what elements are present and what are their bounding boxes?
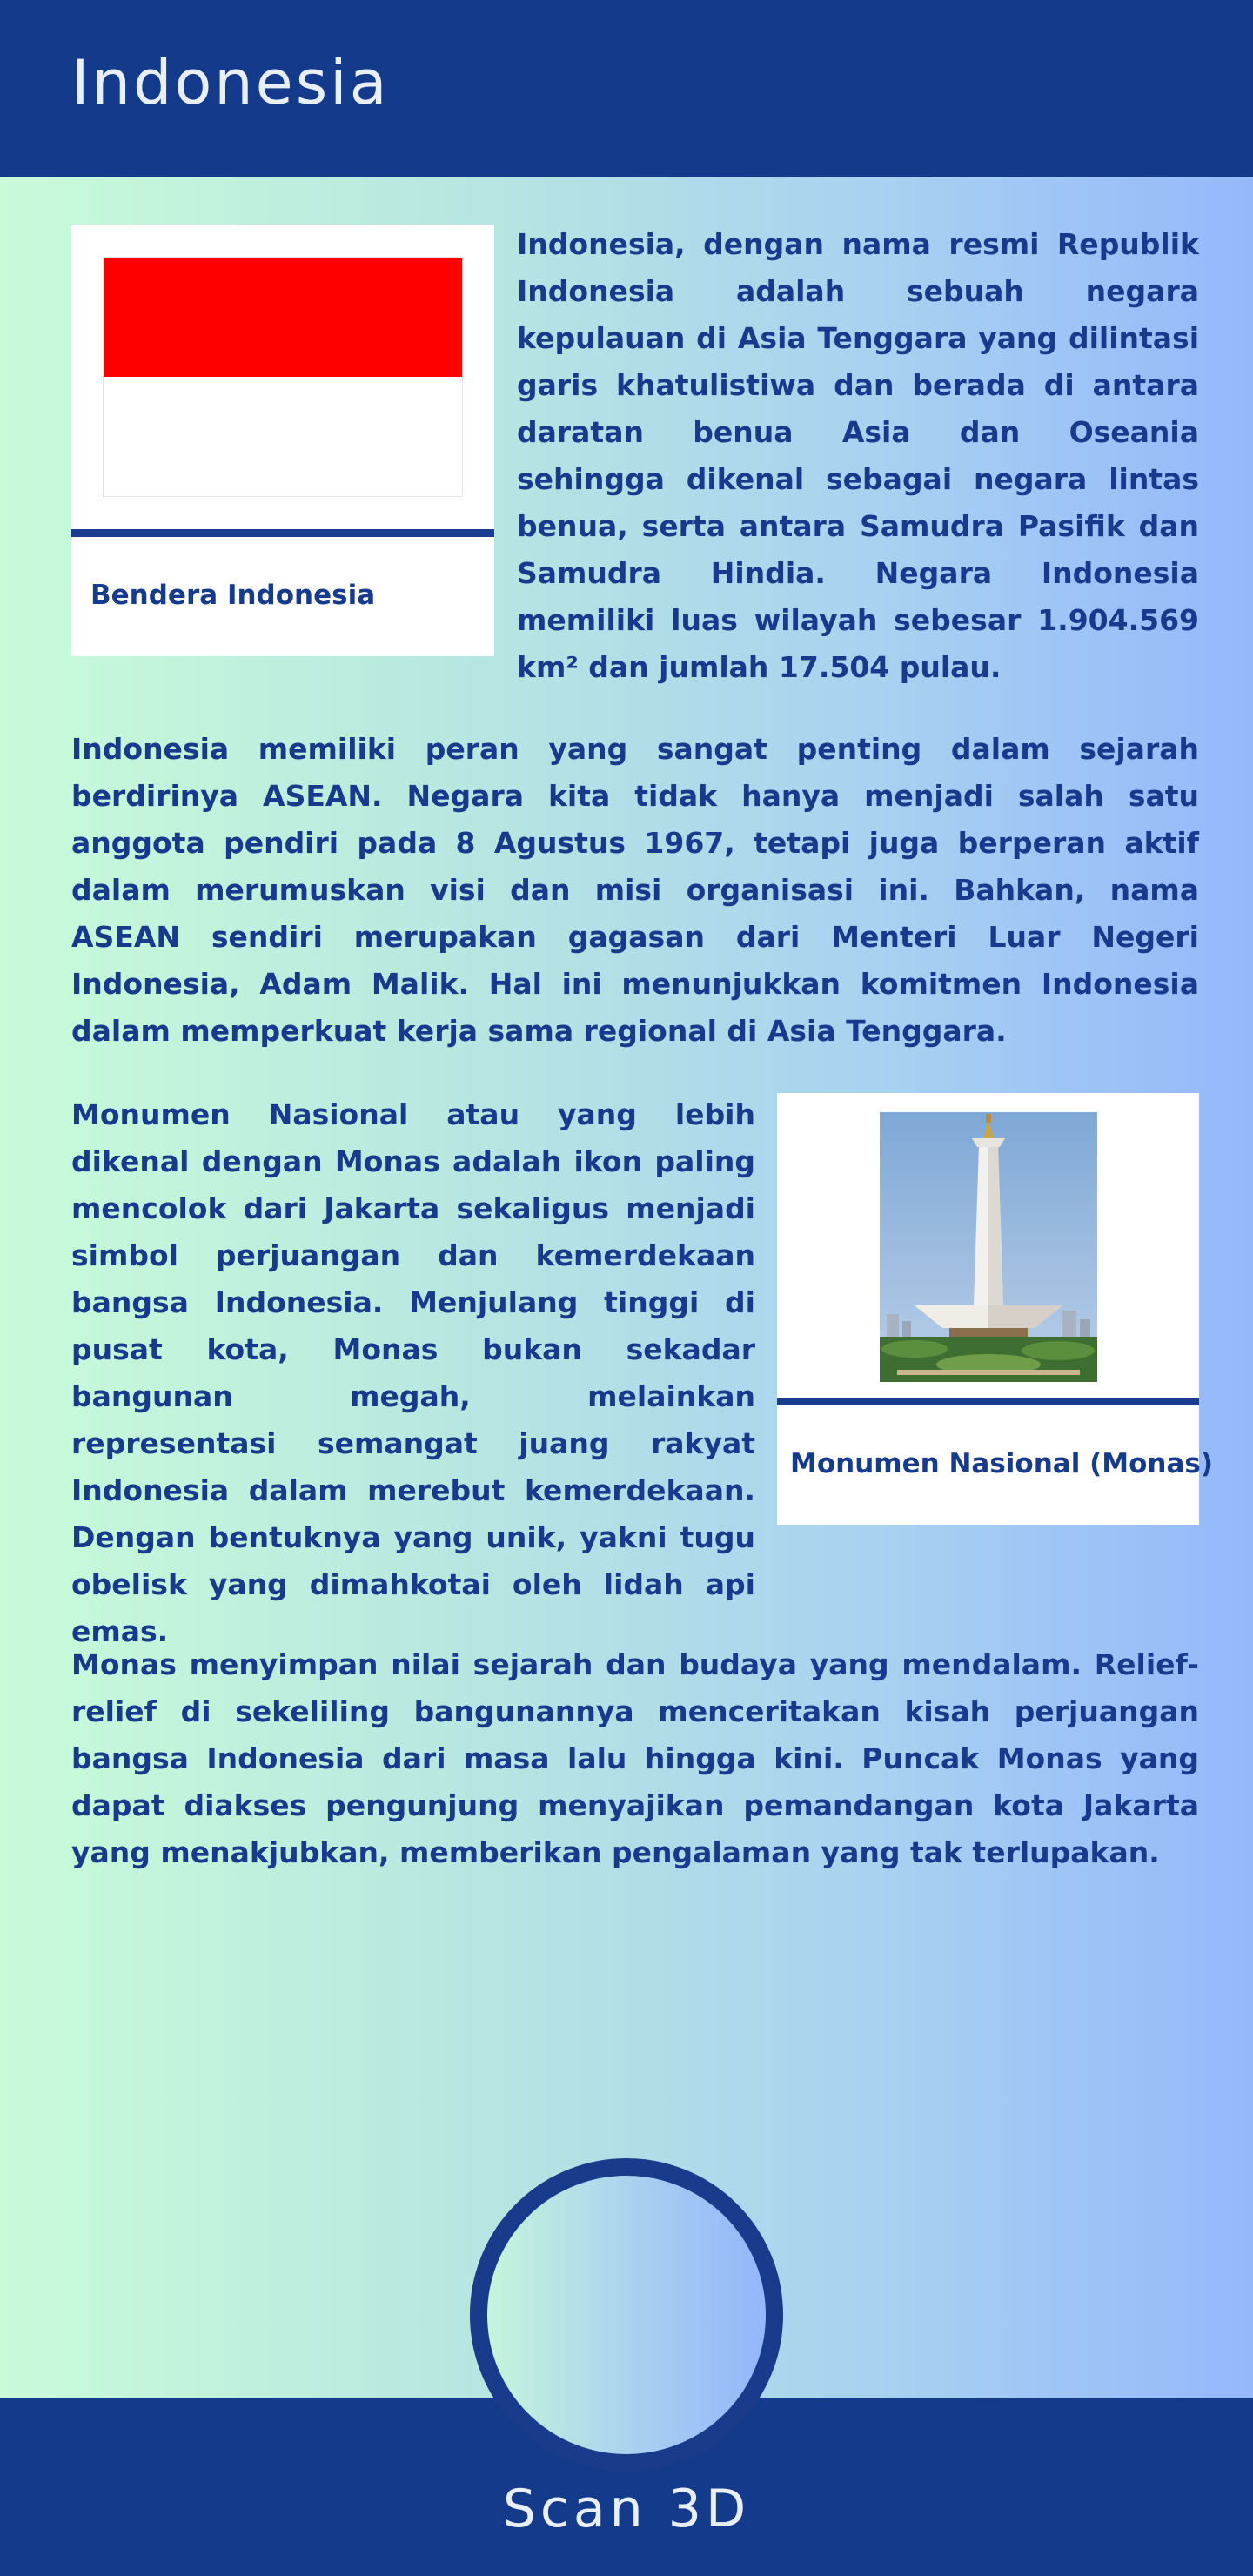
asean-paragraph: Indonesia memiliki peran yang sangat penting dalam sejarah berdirinya ASEAN. Negara kita tidak hanya menjadi salah satu anggota pendiri pada 8 Agustus 1967, tetapi juga berperan aktif dalam merumuskan visi dan misi organisasi ini. Bahkan, nama ASEAN sendiri merupakan gagasan dari Menteri Luar Negeri Indonesia, Adam Malik. Hal ini menunjukkan komitmen Indonesia dalam memperkuat kerja sama regional di Asia Tenggara. <box>71 732 1199 1048</box>
page-title: Indonesia <box>71 47 390 118</box>
monas-photo <box>880 1112 1097 1382</box>
culture-paragraph: Monas menyimpan nilai sejarah dan budaya yang mendalam. Relief-relief di sekeliling bangunannya menceritakan kisah perjuangan bangsa Indonesia dari masa lalu hingga kini. Puncak Monas yang dapat diakses pengunjung menyajikan pemandangan kota Jakarta yang menakjubkan, memberikan pengalaman yang tak terlupakan. <box>71 1647 1199 1869</box>
flag-white-stripe <box>104 377 462 496</box>
flag-card-divider <box>71 529 494 537</box>
monas-paragraph: Monumen Nasional atau yang lebih dikenal dengan Monas adalah ikon paling mencolok dari Jakarta sekaligus menjadi simbol perjuangan dan kemerdekaan bangsa Indonesia. Menjulang tinggi di pusat kota, Monas bukan sekadar bangunan megah, melainkan representasi semangat juang rakyat Indonesia dalam merebut kemerdekaan. Dengan bentuknya yang unik, yakni tugu obelisk yang dimahkotai oleh lidah api emas. <box>71 1097 755 1648</box>
scan-3d-button[interactable] <box>470 2158 783 2472</box>
scan-3d-label[interactable]: Scan 3D <box>502 2479 751 2539</box>
intro-paragraph: Indonesia, dengan nama resmi Republik Indonesia adalah sebuah negara kepulauan di Asia Tenggara yang dilintasi garis khatulistiwa dan berada di antara daratan benua Asia dan Oseania sehingga dikenal sebagai negara lintas benua, serta antara Samudra Pasifik dan Samudra Hindia. Negara Indonesia memiliki luas wilayah sebesar 1.904.569 km² dan jumlah 17.504 pulau. <box>517 227 1199 684</box>
flag-card <box>71 225 494 656</box>
monas-caption: Monumen Nasional (Monas) <box>790 1448 1214 1479</box>
flag-caption: Bendera Indonesia <box>90 580 376 611</box>
indonesia-flag-image <box>103 257 463 497</box>
monas-card-divider <box>777 1398 1199 1405</box>
flag-red-stripe <box>104 258 462 377</box>
monas-card <box>777 1093 1214 1525</box>
page-header <box>0 0 1253 177</box>
monas-illustration <box>880 1112 1097 1382</box>
